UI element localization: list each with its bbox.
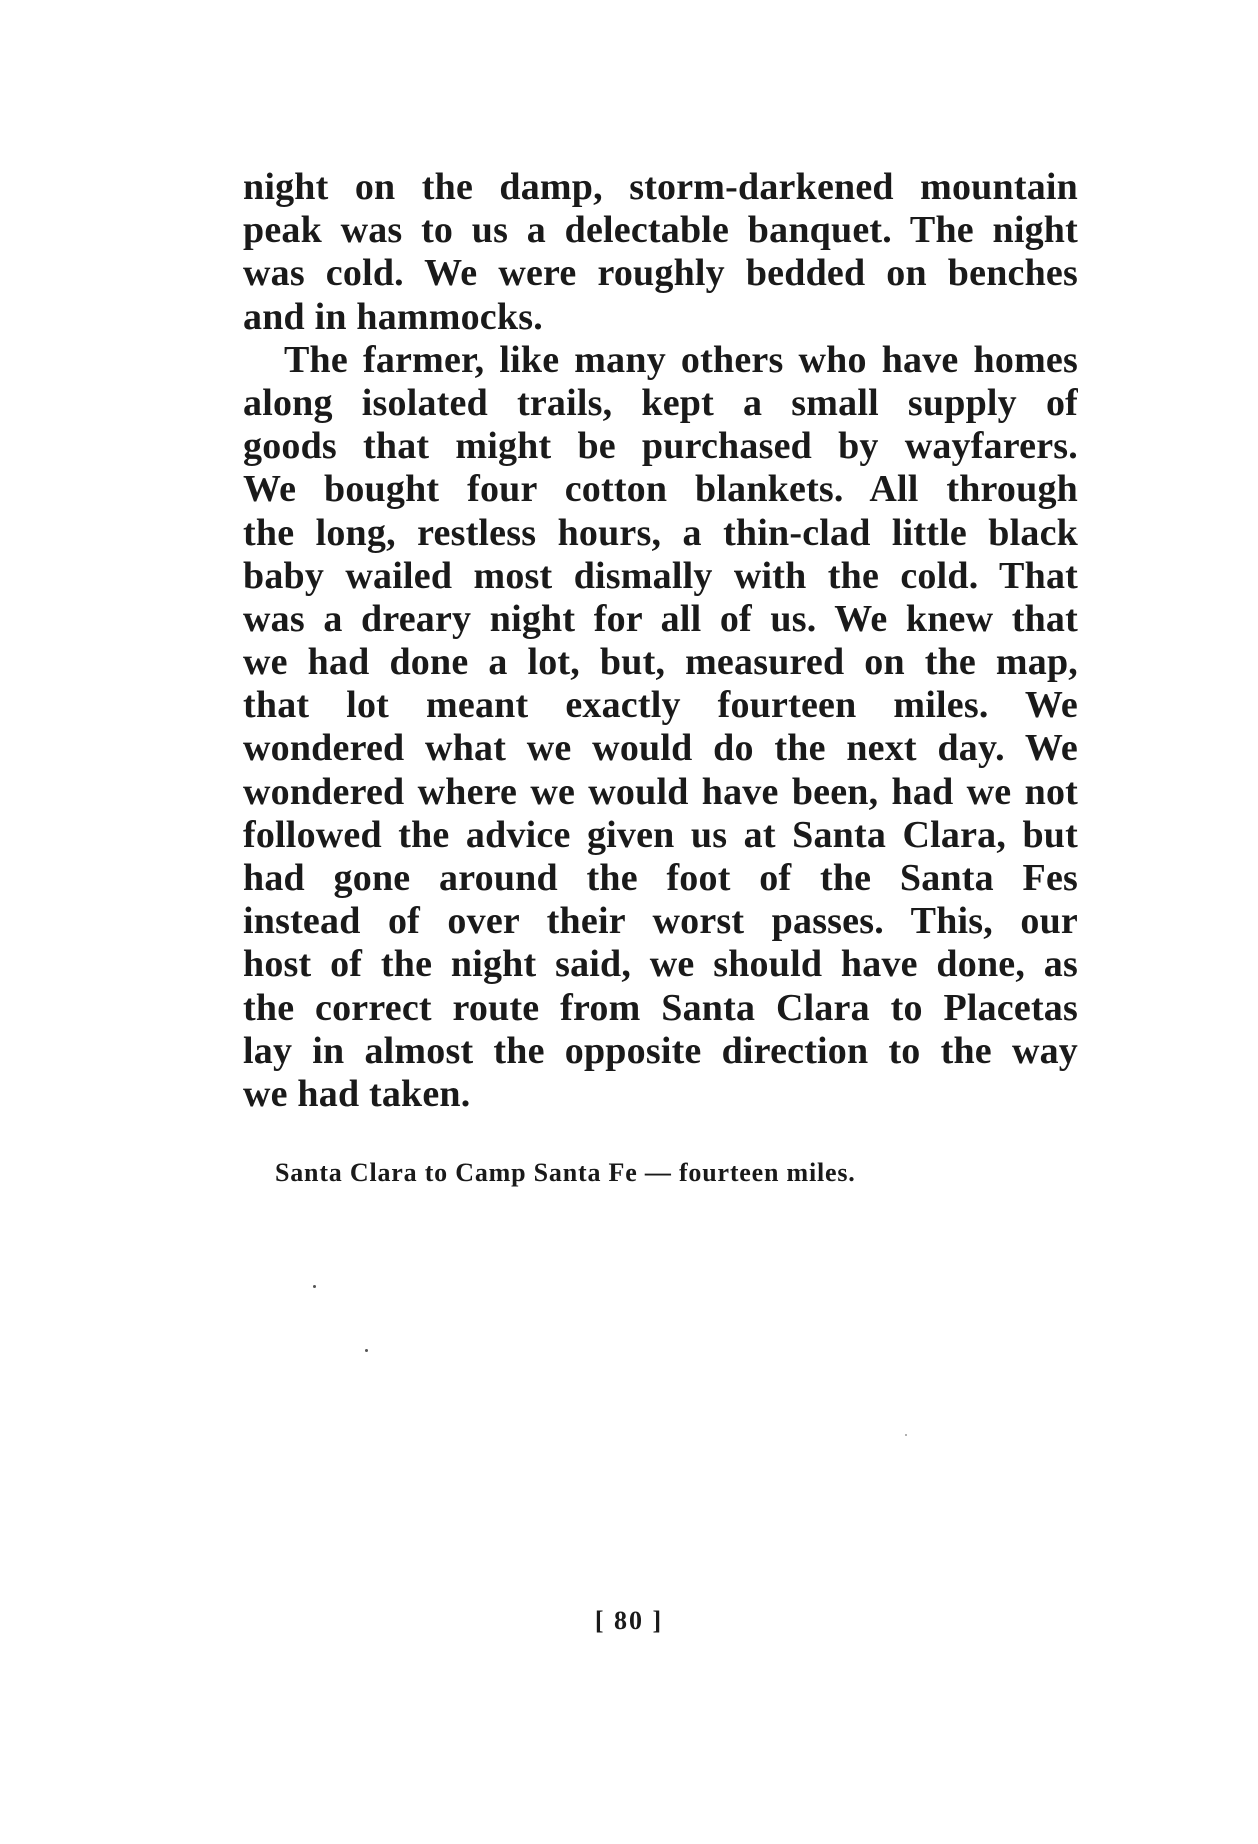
page-number: [ 80 ] [594, 1606, 664, 1635]
text-line: night on the damp, storm-darkened mountain [243, 166, 1078, 208]
text-line: followed the advice given us at Santa Clara, but [243, 813, 1078, 856]
text-line: we had taken. [243, 1072, 471, 1115]
text-line: had gone around the foot of the Santa Fes [243, 857, 1078, 899]
text-line: was cold. We were roughly bedded on benches [243, 252, 1078, 295]
text-line: the correct route from Santa Clara to Placetas [243, 986, 1078, 1029]
text-line: and in hammocks. [243, 295, 543, 338]
ink-speck [365, 1349, 368, 1352]
text-line: We bought four cotton blankets. All through [243, 468, 1078, 511]
text-line: The farmer, like many others who have homes [284, 338, 1078, 381]
body-text [243, 166, 1078, 1116]
chapter-caption: Santa Clara to Camp Santa Fe — fourteen miles. [275, 1158, 856, 1187]
text-line: was a dreary night for all of us. We knew that [243, 597, 1078, 640]
text-line: that lot meant exactly fourteen miles. We [243, 684, 1078, 727]
text-line: peak was to us a delectable banquet. The night [243, 209, 1078, 252]
text-line: wondered where we would have been, had we not [243, 770, 1078, 813]
text-line: we had done a lot, but, measured on the map, [243, 641, 1078, 684]
text-line: lay in almost the opposite direction to the way [243, 1029, 1078, 1072]
text-line: host of the night said, we should have done, as [243, 943, 1078, 986]
text-line: goods that might be purchased by wayfarers. [243, 425, 1078, 468]
ink-speck [313, 1285, 316, 1288]
text-line: baby wailed most dismally with the cold. That [243, 554, 1078, 597]
text-line: along isolated trails, kept a small supply of [243, 381, 1078, 424]
ink-speck [905, 1434, 907, 1436]
text-line: the long, restless hours, a thin-clad little black [243, 511, 1078, 554]
text-line: instead of over their worst passes. This, our [243, 900, 1078, 943]
text-line: wondered what we would do the next day. We [243, 727, 1078, 770]
